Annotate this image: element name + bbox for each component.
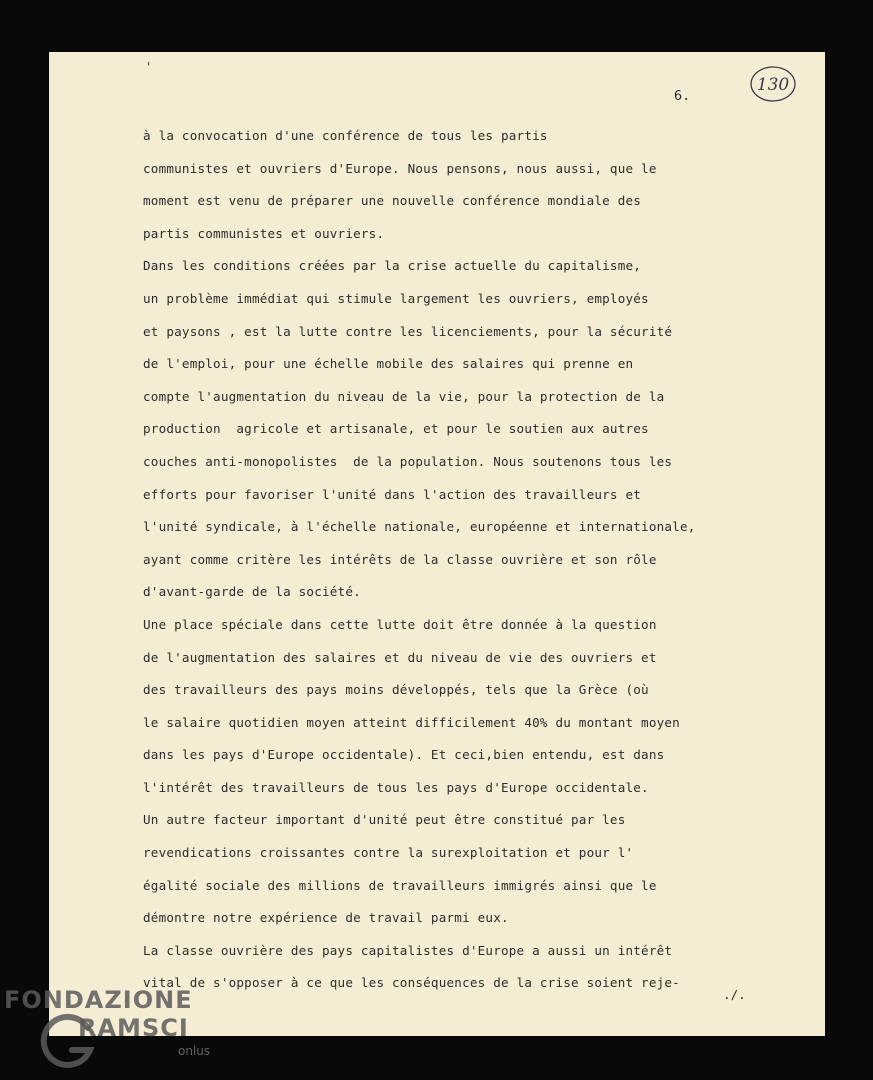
text-line: communistes et ouvriers d'Europe. Nous pensons, nous aussi, que le: [143, 160, 657, 176]
text-line: dans les pays d'Europe occidentale). Et ceci,bien entendu, est dans: [143, 747, 665, 763]
text-line: démontre notre expérience de travail parmi eux.: [143, 910, 509, 926]
text-line: de l'augmentation des salaires et du niveau de vie des ouvriers et: [143, 649, 657, 665]
text-line: des travailleurs des pays moins développés, tels que la Grèce (où: [143, 682, 649, 698]
page-number: 6.: [674, 88, 691, 104]
fondazione-gramsci-watermark: [4, 986, 224, 1076]
document-page: [49, 52, 825, 1036]
body-text: [143, 120, 696, 1000]
text-line: Un autre facteur important d'unité peut être constitué par les: [143, 812, 626, 828]
text-line: ayant comme critère les intérêts de la classe ouvrière et son rôle: [143, 551, 657, 567]
text-line: et paysons , est la lutte contre les licenciements, pour la sécurité: [143, 323, 673, 339]
archive-number-text: 130: [756, 75, 790, 95]
text-line: vital de s'opposer à ce que les conséquences de la crise soient reje-: [143, 975, 680, 991]
text-line: d'avant-garde de la société.: [143, 584, 361, 600]
text-line: efforts pour favoriser l'unité dans l'action des travailleurs et: [143, 486, 642, 502]
text-line: couches anti-monopolistes de la population. Nous soutenons tous les: [143, 453, 673, 469]
text-line: l'unité syndicale, à l'échelle nationale, européenne et internationale,: [143, 519, 696, 535]
text-line: compte l'augmentation du niveau de la vie, pour la protection de la: [143, 388, 665, 404]
text-line: le salaire quotidien moyen atteint difficilement 40% du montant moyen: [143, 714, 680, 730]
text-line: égalité sociale des millions de travailleurs immigrés ainsi que le: [143, 877, 657, 893]
text-line: moment est venu de préparer une nouvelle conférence mondiale des: [143, 193, 642, 209]
continuation-mark: ./.: [723, 987, 746, 1002]
watermark-suffix: onlus: [178, 1044, 211, 1058]
watermark-line1: FONDAZIONE: [4, 986, 193, 1014]
text-line: Dans les conditions créées par la crise actuelle du capitalisme,: [143, 258, 642, 274]
tick-mark: ': [145, 60, 153, 74]
text-line: un problème immédiat qui stimule largement les ouvriers, employés: [143, 290, 649, 306]
text-line: Une place spéciale dans cette lutte doit être donnée à la question: [143, 616, 657, 632]
text-line: de l'emploi, pour une échelle mobile des salaires qui prenne en: [143, 356, 634, 372]
archive-number-stamp: [749, 64, 797, 104]
text-line: production agricole et artisanale, et pour le soutien aux autres: [143, 421, 649, 437]
watermark-line2: RAMSCI: [78, 1014, 189, 1042]
text-line: l'intérêt des travailleurs de tous les pays d'Europe occidentale.: [143, 779, 649, 795]
text-line: La classe ouvrière des pays capitalistes d'Europe a aussi un intérêt: [143, 942, 673, 958]
text-line: revendications croissantes contre la surexploitation et pour l': [143, 845, 634, 861]
text-line: partis communistes et ouvriers.: [143, 225, 385, 241]
text-line: à la convocation d'une conférence de tous les partis: [143, 128, 548, 143]
